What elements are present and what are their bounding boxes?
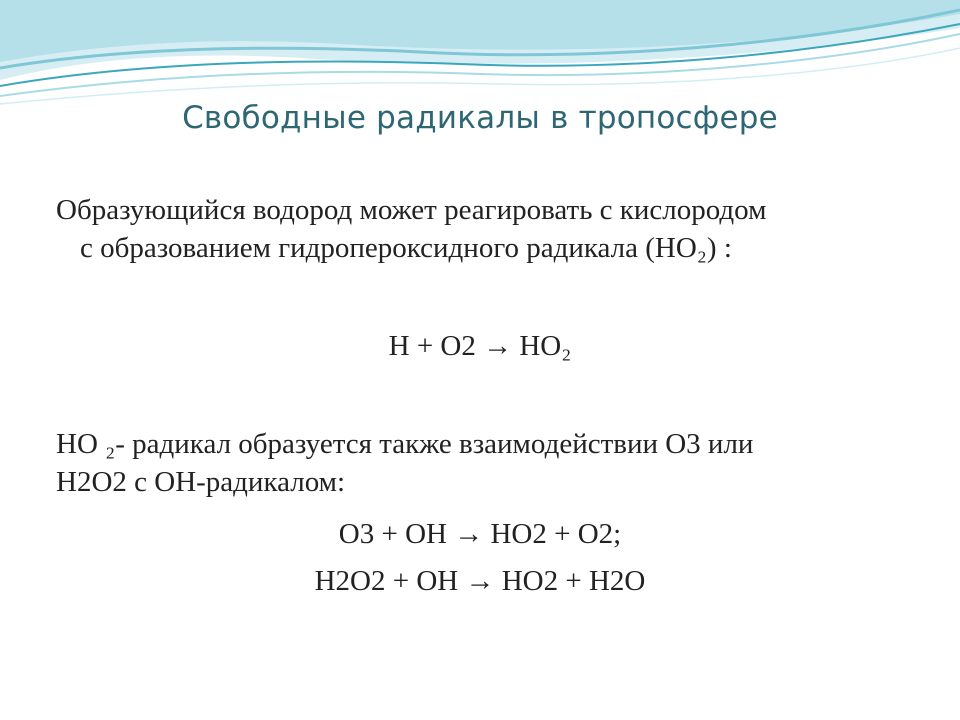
paragraph-line: H2O2 с OH-радикалом: xyxy=(56,466,346,498)
equation-h2o2-oh: H2O2 + OH → HO2 + H2O xyxy=(314,565,646,597)
paragraph-hydrogen-reaction xyxy=(56,191,916,267)
paragraph-line: с образованием гидропероксидного радикала (HO₂) : xyxy=(80,232,732,264)
equation-h-o2: H + O2 → HO₂ xyxy=(388,330,572,362)
paragraph-ho2-formation xyxy=(56,425,916,501)
equation-o3-oh: O3 + OH → HO2 + O2; xyxy=(338,518,622,550)
paragraph-line: HO ₂- радикал образуется также взаимодействии O3 или xyxy=(56,428,754,460)
slide-title: Свободные радикалы в тропосфере xyxy=(182,100,778,136)
paragraph-line: Образующийся водород может реагировать с кислородом xyxy=(56,194,767,226)
